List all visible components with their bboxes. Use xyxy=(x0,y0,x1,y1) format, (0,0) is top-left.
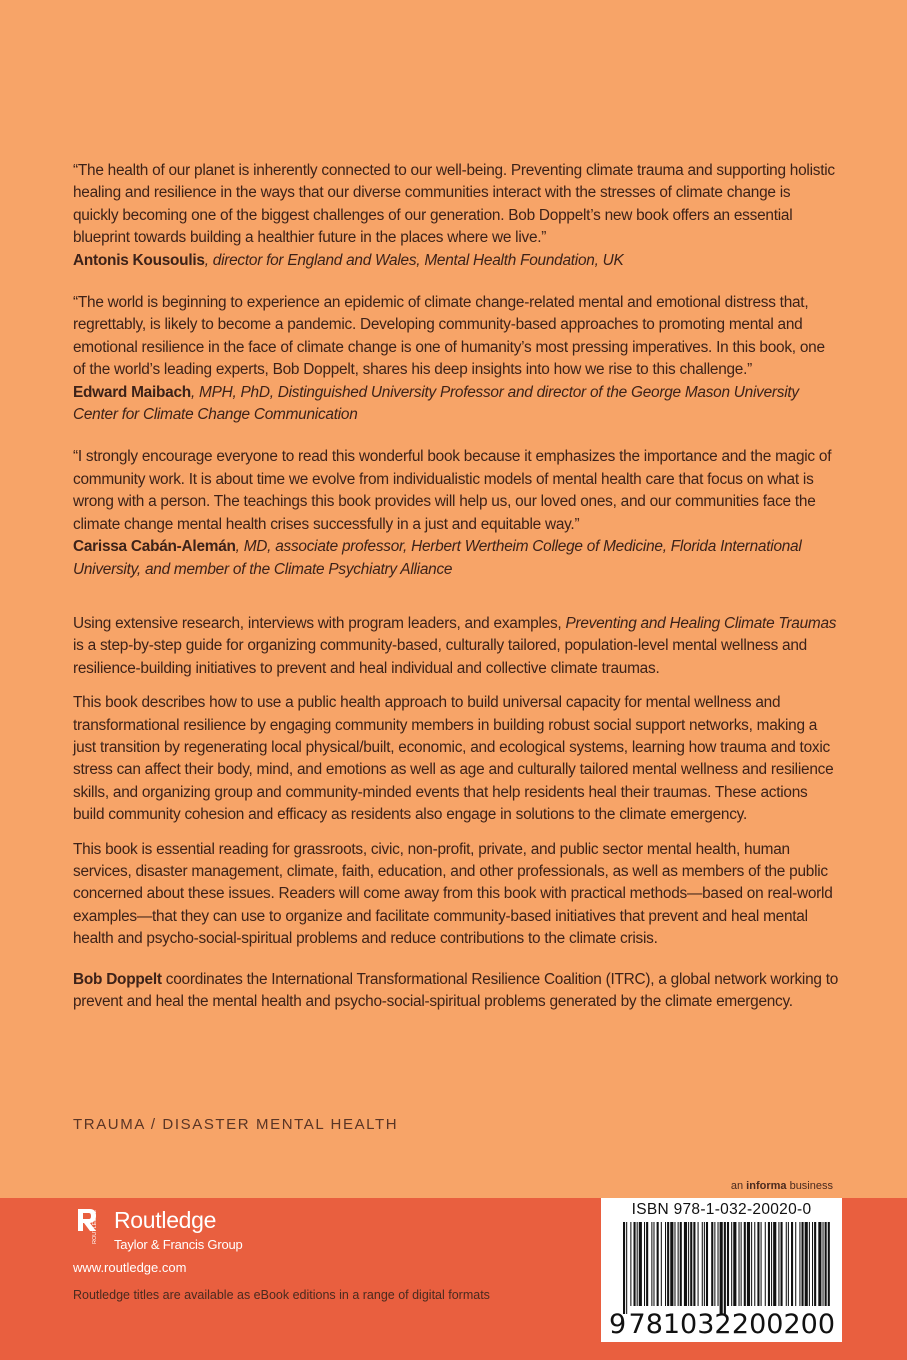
barcode-bar xyxy=(720,1222,723,1314)
barcode-bar xyxy=(634,1222,636,1306)
barcode-bar xyxy=(674,1222,675,1306)
endorsement-text: “The world is beginning to experience an epidemic of climate change-related mental and emotional distress that, regrettably, is likely to become a pandemic. Developing community-based approaches to promoting mental and emotional resilience in the face of climate change is one of humanity’s most pressing imperatives. In this book, one of the world’s leading experts, Bob Doppelt, shares his deep insights into how we rise to this challenge.” xyxy=(73,294,825,379)
barcode-bar xyxy=(731,1222,732,1306)
endorsement-3 xyxy=(73,446,839,580)
endorser-role: , MD, associate professor, Herbert Wertheim College of Medicine, Florida International University, and member of the Climate Psychiatry Alliance xyxy=(73,538,802,578)
barcode-bar xyxy=(757,1222,759,1306)
publisher-name: Routledge xyxy=(114,1207,217,1233)
ebook-note: Routledge titles are available as eBook editions in a range of digital formats xyxy=(73,1288,490,1302)
barcode-bar xyxy=(825,1222,827,1306)
barcode-bar xyxy=(698,1222,699,1306)
informa-tagline xyxy=(731,1180,833,1192)
endorsement-text: “The health of our planet is inherently connected to our well-being. Preventing climate trauma and supporting holistic healing and resilience in the ways that our diverse communities interact with the stresses of climate change is quickly becoming one of the biggest challenges of our generation. Bob Doppelt’s new book offers an essential blueprint towards building a healthier future in the places where we live.” xyxy=(73,162,835,247)
book-title: Preventing and Healing Climate Traumas xyxy=(565,614,837,632)
informa-prefix: an xyxy=(730,1180,747,1192)
description-text: is a step-by-step guide for organizing community-based, culturally tailored, population-level mental wellness and resilience-building initiatives to prevent and heal individual and collective climate traumas. xyxy=(73,637,807,677)
description-text: Using extensive research, interviews with program leaders, and examples, xyxy=(73,614,566,632)
barcode-bar xyxy=(773,1222,776,1306)
barcode-bar xyxy=(665,1222,666,1306)
barcode-bar xyxy=(747,1222,750,1306)
barcode-bar xyxy=(678,1222,679,1306)
isbn-digits xyxy=(609,1309,835,1340)
barcode-bar xyxy=(818,1222,821,1306)
barcode-bar xyxy=(828,1222,830,1306)
barcode-bar xyxy=(778,1222,779,1306)
isbn-first-digit: 9 xyxy=(609,1309,627,1340)
endorser-role: , MPH, PhD, Distinguished University Professor and director of the George Mason University Center for Climate Change Communication xyxy=(73,383,799,424)
description-paragraph-2: This book describes how to use a public health approach to build universal capacity for mental wellness and transformational resilience by engaging community members in building robust social support networks, making a just transition by regenerating local physical/built, economic, and ecological systems, learning how trauma and toxic stress can affect their body, mind, and emotions as well as age and culturally tailored mental wellness and resilience skills, and organizing group and community-minded events that help residents heal their traumas. These actions build community cohesion and efficacy as residents also engage in solutions to the climate emergency. xyxy=(73,694,834,824)
barcode-bar xyxy=(744,1222,746,1306)
barcode-bar xyxy=(727,1222,729,1306)
barcode-bar xyxy=(768,1222,770,1306)
barcode-bar xyxy=(761,1222,762,1306)
barcode-bar xyxy=(733,1222,736,1306)
barcode-bar xyxy=(724,1222,726,1314)
endorsement-attribution xyxy=(73,382,839,427)
barcode-bar xyxy=(809,1222,810,1306)
endorsement-1 xyxy=(73,160,839,272)
barcode-bars xyxy=(609,1222,835,1314)
barcode-bar xyxy=(651,1222,652,1306)
logo-side-text: ROUTLEDGE xyxy=(92,1209,98,1244)
back-cover-text xyxy=(73,160,839,1025)
barcode-bar xyxy=(637,1222,638,1306)
barcode-bar xyxy=(690,1222,692,1306)
barcode-bar xyxy=(802,1222,804,1306)
barcode-bar xyxy=(795,1222,796,1306)
author-bio xyxy=(73,969,839,1014)
barcode-bar xyxy=(714,1222,715,1306)
barcode-bar xyxy=(771,1222,772,1306)
barcode-bar xyxy=(667,1222,669,1306)
subject-category: TRAUMA / DISASTER MENTAL HEALTH xyxy=(73,1116,399,1133)
routledge-logo-icon xyxy=(72,1205,98,1257)
endorser-name: Carissa Cabán-Alemán xyxy=(73,538,236,556)
barcode-bar xyxy=(751,1222,752,1306)
isbn-label: ISBN 978-1-032-20020-0 xyxy=(631,1201,812,1218)
barcode-bar xyxy=(812,1222,813,1306)
barcode-bar xyxy=(706,1222,708,1306)
barcode-bar xyxy=(805,1222,808,1306)
isbn-barcode xyxy=(601,1198,842,1342)
publisher-website-link[interactable]: www.routledge.com xyxy=(73,1260,187,1275)
author-bio-text: coordinates the International Transformational Resilience Coalition (ITRC), a global network working to prevent and heal the mental health and psycho-social-spiritual problems generated by the climate emergency. xyxy=(73,970,839,1010)
barcode-bar xyxy=(741,1222,742,1306)
publisher-group: Taylor & Francis Group xyxy=(114,1237,243,1252)
barcode-bar xyxy=(791,1222,793,1306)
barcode-bar xyxy=(711,1222,713,1306)
barcode-bar xyxy=(788,1222,789,1306)
barcode-bar xyxy=(680,1222,682,1306)
barcode-bar xyxy=(799,1222,800,1306)
barcode-bar xyxy=(693,1222,695,1306)
barcode-bar xyxy=(823,1222,824,1306)
book-description xyxy=(73,613,839,951)
barcode-bar xyxy=(814,1222,816,1306)
isbn-right-group: 200200 xyxy=(731,1309,835,1340)
barcode-bar xyxy=(657,1222,659,1306)
barcode-bar xyxy=(786,1222,787,1306)
barcode-bar xyxy=(702,1222,703,1306)
barcode-bar xyxy=(739,1222,740,1306)
endorsement-attribution xyxy=(73,250,839,272)
barcode-bar xyxy=(644,1222,645,1306)
endorsement-attribution xyxy=(73,536,839,581)
endorsement-text: “I strongly encourage everyone to read this wonderful book because it emphasizes the importance and the magic of community work. It is about time we evolve from individualistic models of mental health care that focus on what is wrong with a person. The teachings this book provides will help us, our loved ones, and our communities face the climate change mental health crises successfully in a just and equitable way.” xyxy=(73,448,832,533)
informa-suffix: business xyxy=(786,1180,833,1192)
barcode-bar xyxy=(630,1222,631,1306)
barcode-bar xyxy=(781,1222,783,1306)
barcode-bar xyxy=(626,1222,627,1314)
isbn-left-group: 781032 xyxy=(628,1309,732,1340)
description-paragraph-1 xyxy=(73,613,839,680)
informa-brand: informa xyxy=(746,1180,787,1192)
barcode-bar xyxy=(704,1222,705,1306)
barcode-bar xyxy=(646,1222,648,1306)
barcode-bar xyxy=(661,1222,662,1306)
description-paragraph-3: This book is essential reading for grassroots, civic, non-profit, private, and public sector mental health, human services, disaster management, climate, faith, education, and other professionals, as well as members of the public concerned about these issues. Readers will come away from this book with practical methods—based on real-world examples—that they can use to organize and facilitate community-based initiatives that prevent and heal mental health and psycho-social-spiritual problems and reduce contributions to the climate crisis. xyxy=(73,840,833,948)
barcode-bar xyxy=(718,1222,719,1306)
barcode-bar xyxy=(688,1222,689,1306)
author-name: Bob Doppelt xyxy=(73,970,162,988)
barcode-bar xyxy=(684,1222,687,1306)
barcode-bar xyxy=(639,1222,642,1306)
endorser-name: Antonis Kousoulis xyxy=(73,251,205,269)
endorser-name: Edward Maibach xyxy=(73,383,191,401)
barcode-bar xyxy=(765,1222,766,1306)
endorsement-2 xyxy=(73,292,839,426)
barcode-bar xyxy=(653,1222,654,1306)
barcode-bar xyxy=(670,1222,673,1306)
endorser-role: , director for England and Wales, Mental Health Foundation, UK xyxy=(204,251,624,269)
barcode-bar xyxy=(623,1222,625,1314)
barcode-bar xyxy=(754,1222,755,1306)
